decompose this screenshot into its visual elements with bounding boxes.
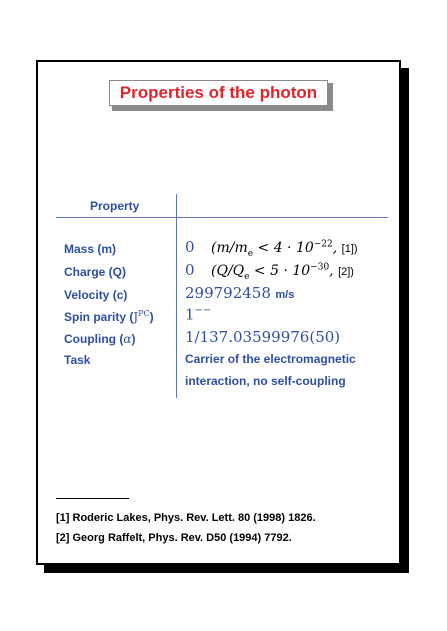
column-divider [176,194,177,398]
row-value-mass: 0 ($m/m_e < 4 \cdot 10^{-22}$, [1]) [185,238,358,259]
row-value-velocity: 299792458 m/s [185,284,295,302]
column-header-property: Property [90,199,140,213]
header-rule [56,217,388,218]
row-label-charge: Charge (Q) [64,265,127,279]
row-label-velocity: Velocity (c) [64,288,128,302]
reference-1: [1] Roderic Lakes, Phys. Rev. Lett. 80 (1998) 1826. [56,512,316,524]
row-value-task: Carrier of the electromagnetic interaction, no self-coupling [185,352,356,388]
row-label-mass: Mass (m) [64,242,117,256]
slide [36,60,401,565]
row-value-charge: 0 ($Q/Q_e < 5 \cdot 10^{-30}$, [2]) [185,261,354,282]
row-label-task: Task [64,353,91,367]
footnote-rule [56,498,129,499]
row-value-spin-parity: 1−− [185,305,212,324]
row-label-coupling: Coupling (α) [64,332,136,346]
reference-2: [2] Georg Raffelt, Phys. Rev. D50 (1994) 7792. [56,532,292,544]
slide-title: Properties of the photon [109,80,328,106]
row-value-coupling: 1/137.03599976(50) [185,328,341,346]
row-label-spin-parity: Spin parity $(J^{PC})$ [64,309,154,324]
